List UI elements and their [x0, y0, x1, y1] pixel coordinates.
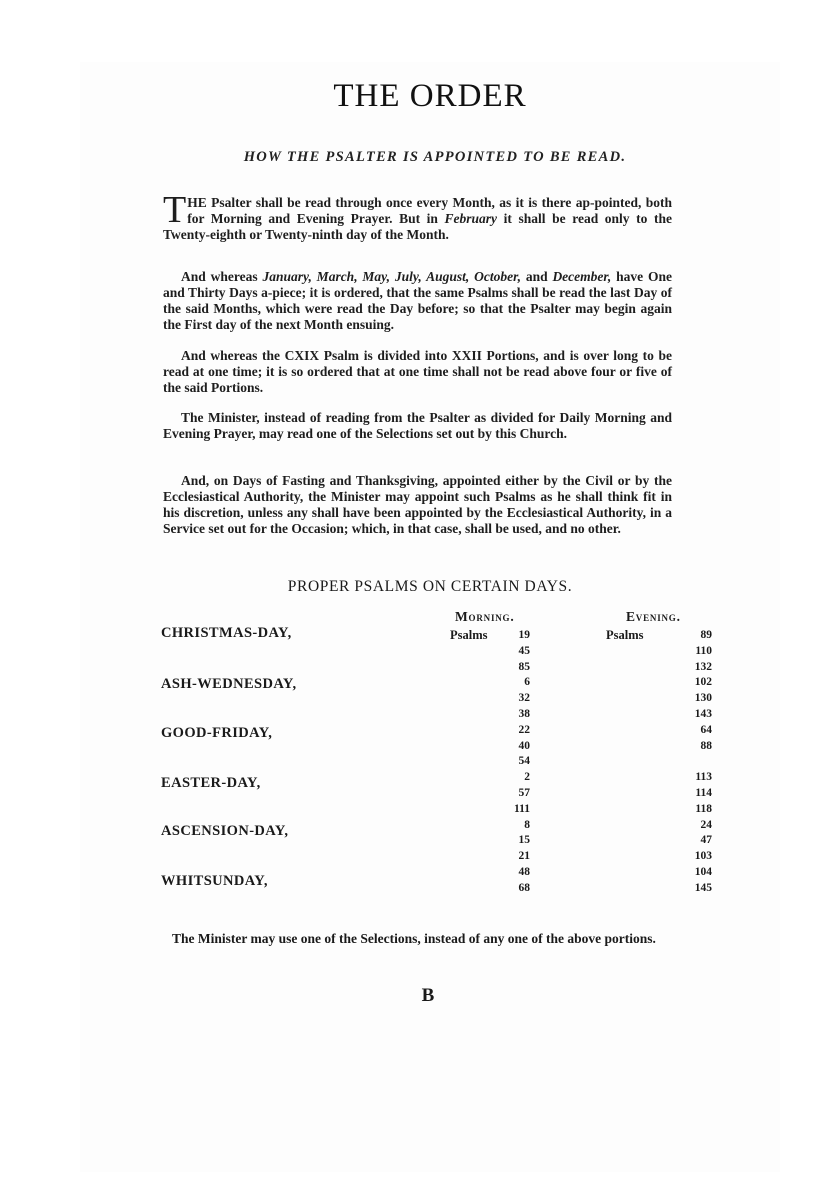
paragraph-text: The Minister, instead of reading from the Psalter as divided for Daily Morning and Evening Prayer, may read one of the Selections set out by this Church. — [163, 410, 672, 441]
psalm-number: 8 — [524, 818, 530, 831]
psalm-number: 6 — [524, 676, 530, 689]
evening-column-header: Evening. — [626, 609, 681, 624]
psalm-number: 45 — [518, 644, 530, 657]
psalm-number: 130 — [694, 692, 712, 705]
evening-psalms-label: Psalms — [606, 628, 644, 642]
psalm-number: 57 — [518, 786, 530, 799]
psalm-number: 22 — [518, 723, 530, 736]
psalm-number: 48 — [518, 865, 530, 878]
psalm-number: 64 — [700, 723, 712, 736]
psalm-number: 68 — [518, 881, 530, 894]
morning-psalm-numbers — [498, 628, 530, 897]
paragraph-psalter-monthly — [163, 189, 672, 243]
paragraph-text: it shall be read only to the Twenty-eighth or Twenty-ninth day of the Month. — [163, 211, 672, 242]
paragraph-text: and — [520, 269, 553, 284]
paragraph-selections — [163, 410, 672, 442]
paragraph-thirty-one-days — [163, 269, 672, 333]
month-name: February — [444, 211, 498, 226]
psalm-number: 54 — [518, 755, 530, 768]
day-label: ASCENSION-DAY, — [161, 823, 289, 839]
footer-note-text: The Minister may use one of the Selections, instead of any one of the above portions. — [172, 931, 656, 946]
psalm-number: 47 — [700, 834, 712, 847]
drop-cap: T — [163, 189, 187, 231]
psalm-number: 89 — [700, 629, 712, 641]
psalm-number: 102 — [694, 676, 712, 689]
day-label: ASH-WEDNESDAY, — [161, 676, 297, 692]
psalm-number: 110 — [695, 644, 712, 657]
paragraph-text: HE Psalter shall be read through once every Month, as it is there ap-pointed, both for Morning and Evening Prayer. But in — [187, 195, 672, 226]
psalm-number: 143 — [694, 707, 712, 720]
psalm-number: 114 — [695, 786, 712, 799]
psalm-number: 132 — [694, 660, 712, 673]
morning-column-header: Morning. — [455, 609, 515, 624]
psalm-number: 38 — [518, 707, 530, 720]
psalm-number: 104 — [694, 865, 712, 878]
proper-psalms-heading: PROPER PSALMS ON CERTAIN DAYS. — [287, 578, 573, 595]
psalm-number: 85 — [518, 660, 530, 673]
footer-note — [152, 930, 732, 947]
paragraph-text: And whereas — [181, 269, 263, 284]
psalm-number: 88 — [700, 739, 712, 752]
paragraph-text: And, on Days of Fasting and Thanksgiving, appointed either by the Civil or by the Ecclesiastical Authority, the Minister may appoint such Psalms as he shall think fit in his discretion, unless any shall have been appointed by the Ecclesiastical Authority, in a Service set out for the Occasion; which, in that case, shall be used, and no other. — [163, 473, 672, 536]
month-names: January, March, May, July, August, October, — [262, 269, 521, 284]
psalm-number: 113 — [695, 771, 712, 784]
morning-psalms-label: Psalms — [450, 628, 488, 642]
psalm-number: 111 — [514, 802, 530, 815]
paragraph-fasting-thanksgiving — [163, 473, 672, 537]
month-name: December, — [552, 269, 612, 284]
psalm-number: 145 — [694, 881, 712, 894]
day-label: EASTER-DAY, — [161, 775, 261, 791]
paragraph-psalm-119 — [163, 348, 672, 396]
psalm-number: 103 — [694, 850, 712, 863]
day-label: GOOD-FRIDAY, — [161, 725, 273, 741]
psalm-number: 15 — [518, 834, 530, 847]
psalm-number: 40 — [518, 739, 530, 752]
page-subtitle: HOW THE PSALTER IS APPOINTED TO BE READ. — [243, 149, 627, 165]
paragraph-text: And whereas the CXIX Psalm is divided into XXII Portions, and is over long to be read at one time; it is so ordered that at one time shall not be read above four or five of the said Portions. — [163, 348, 672, 395]
psalm-number: 118 — [695, 802, 712, 815]
signature-mark: B — [421, 985, 435, 1006]
psalm-number: 2 — [524, 771, 530, 784]
day-label: CHRISTMAS-DAY, — [161, 625, 292, 641]
psalm-number: 21 — [518, 850, 530, 863]
evening-psalm-numbers — [680, 628, 712, 897]
page-title: THE ORDER — [333, 78, 527, 114]
day-label: WHITSUNDAY, — [161, 873, 268, 889]
psalm-number — [680, 754, 712, 770]
psalm-number: 19 — [518, 629, 530, 641]
paragraph-text: have One and Thirty Days a-piece; it is ordered, that the same Psalms shall be read the last Day of the said Months, which were read the Day before; so that the Psalter may begin again the First day of the next Month ensuing. — [163, 269, 672, 332]
psalm-number: 32 — [518, 692, 530, 705]
psalm-number: 24 — [700, 818, 712, 831]
